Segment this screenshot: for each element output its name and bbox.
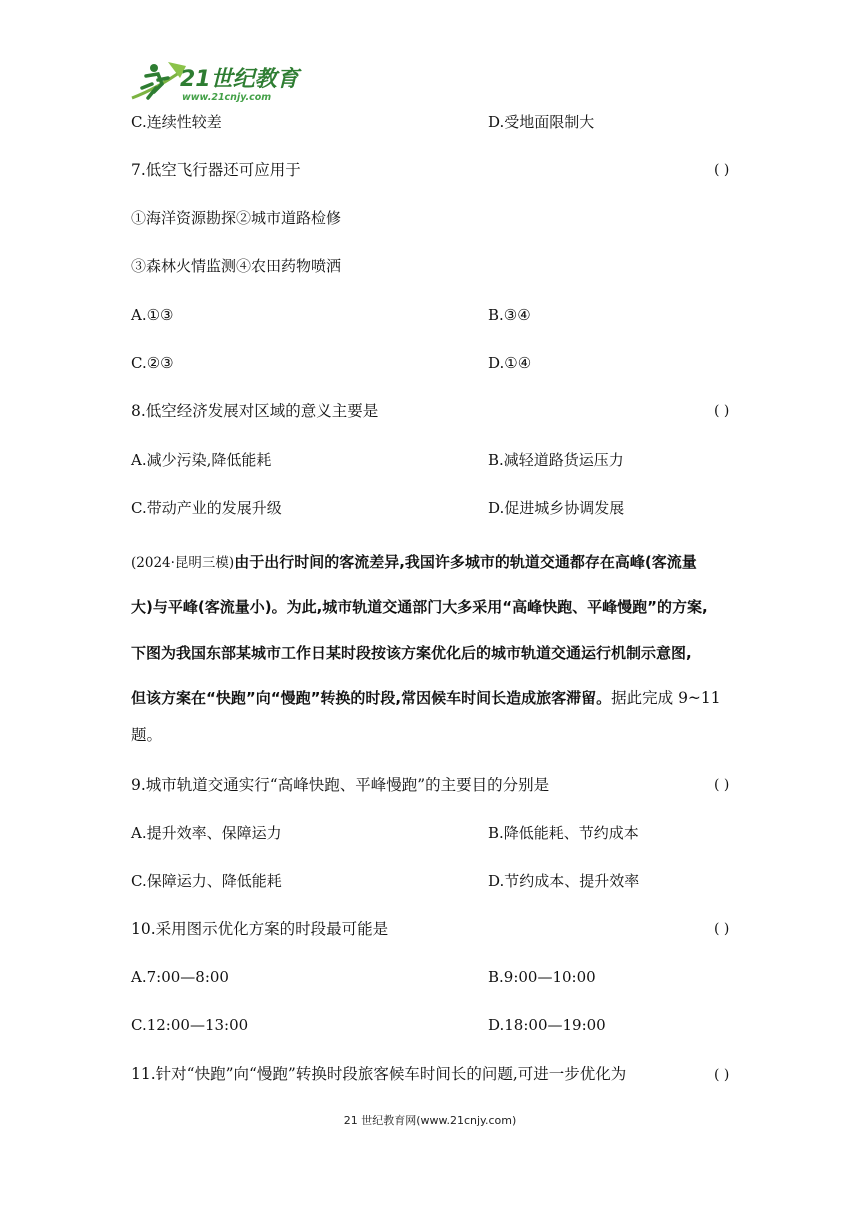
q7-option-d: D.①④	[488, 354, 532, 372]
q10-answer-blank: ( )	[714, 921, 730, 937]
q7-answer-blank: ( )	[714, 162, 730, 178]
logo-runner-icon	[128, 58, 303, 104]
q8-option-d: D.促进城乡协调发展	[488, 499, 625, 517]
q7-items-line2: ③森林火情监测④农田药物喷洒	[131, 257, 342, 275]
q7-option-a: A.①③	[131, 306, 174, 324]
q10-option-c: C.12:00—13:00	[131, 1016, 249, 1034]
q7-items-line1: ①海洋资源勘探②城市道路检修	[131, 209, 342, 227]
passage-text: 大)与平峰(客流量小)。为此,城市轨道交通部门大多采用“高峰快跑、平峰慢跑”的方案,	[131, 598, 708, 616]
passage-text: 由于出行时间的客流差异,我国许多城市的轨道交通都存在高峰(客流量	[234, 553, 697, 571]
q9-answer-blank: ( )	[714, 777, 730, 793]
passage-text: 但该方案在“快跑”向“慢跑”转换的时段,常因候车时间长造成旅客滞留。	[131, 689, 612, 707]
q10-option-a: A.7:00—8:00	[131, 968, 229, 986]
q11-stem: 11.针对“快跑”向“慢跑”转换时段旅客候车时间长的问题,可进一步优化为	[131, 1065, 627, 1083]
passage-line-3	[131, 643, 731, 663]
passage-line-2	[131, 597, 731, 617]
page-footer[interactable]: 21 世纪教育网(www.21cnjy.com)	[343, 1114, 517, 1127]
q10-stem: 10.采用图示优化方案的时段最可能是	[131, 920, 389, 938]
q9-option-a: A.提升效率、保障运力	[131, 824, 282, 842]
site-logo[interactable]	[128, 58, 303, 104]
q8-option-c: C.带动产业的发展升级	[131, 499, 282, 517]
q9-option-c: C.保障运力、降低能耗	[131, 872, 282, 890]
q11-answer-blank: ( )	[714, 1067, 730, 1083]
q7-stem: 7.低空飞行器还可应用于	[131, 161, 301, 179]
passage-line-5	[131, 725, 731, 745]
q7-option-c: C.②③	[131, 354, 174, 372]
passage-instruction: 据此完成 9~11	[611, 689, 721, 707]
passage-line-4	[131, 688, 731, 708]
passage-source: (2024·昆明三模)	[131, 555, 235, 571]
logo-text: 21世纪教育	[180, 67, 299, 92]
q8-answer-blank: ( )	[714, 403, 730, 419]
q9-option-d: D.节约成本、提升效率	[488, 872, 640, 890]
passage-text: 下图为我国东部某城市工作日某时段按该方案优化后的城市轨道交通运行机制示意图,	[131, 644, 692, 662]
q7-option-b: B.③④	[488, 306, 531, 324]
passage-line-1	[131, 552, 731, 573]
q8-option-a: A.减少污染,降低能耗	[131, 451, 272, 469]
passage-instruction-end: 题。	[131, 726, 163, 744]
q9-option-b: B.降低能耗、节约成本	[488, 824, 639, 842]
q6-option-c: C.连续性较差	[131, 113, 222, 131]
q10-option-b: B.9:00—10:00	[488, 968, 596, 986]
logo-url: www.21cnjy.com	[182, 92, 272, 103]
q8-option-b: B.减轻道路货运压力	[488, 451, 624, 469]
q6-option-d: D.受地面限制大	[488, 113, 595, 131]
q9-stem: 9.城市轨道交通实行“高峰快跑、平峰慢跑”的主要目的分别是	[131, 776, 550, 794]
q10-option-d: D.18:00—19:00	[488, 1016, 606, 1034]
q8-stem: 8.低空经济发展对区域的意义主要是	[131, 402, 379, 420]
